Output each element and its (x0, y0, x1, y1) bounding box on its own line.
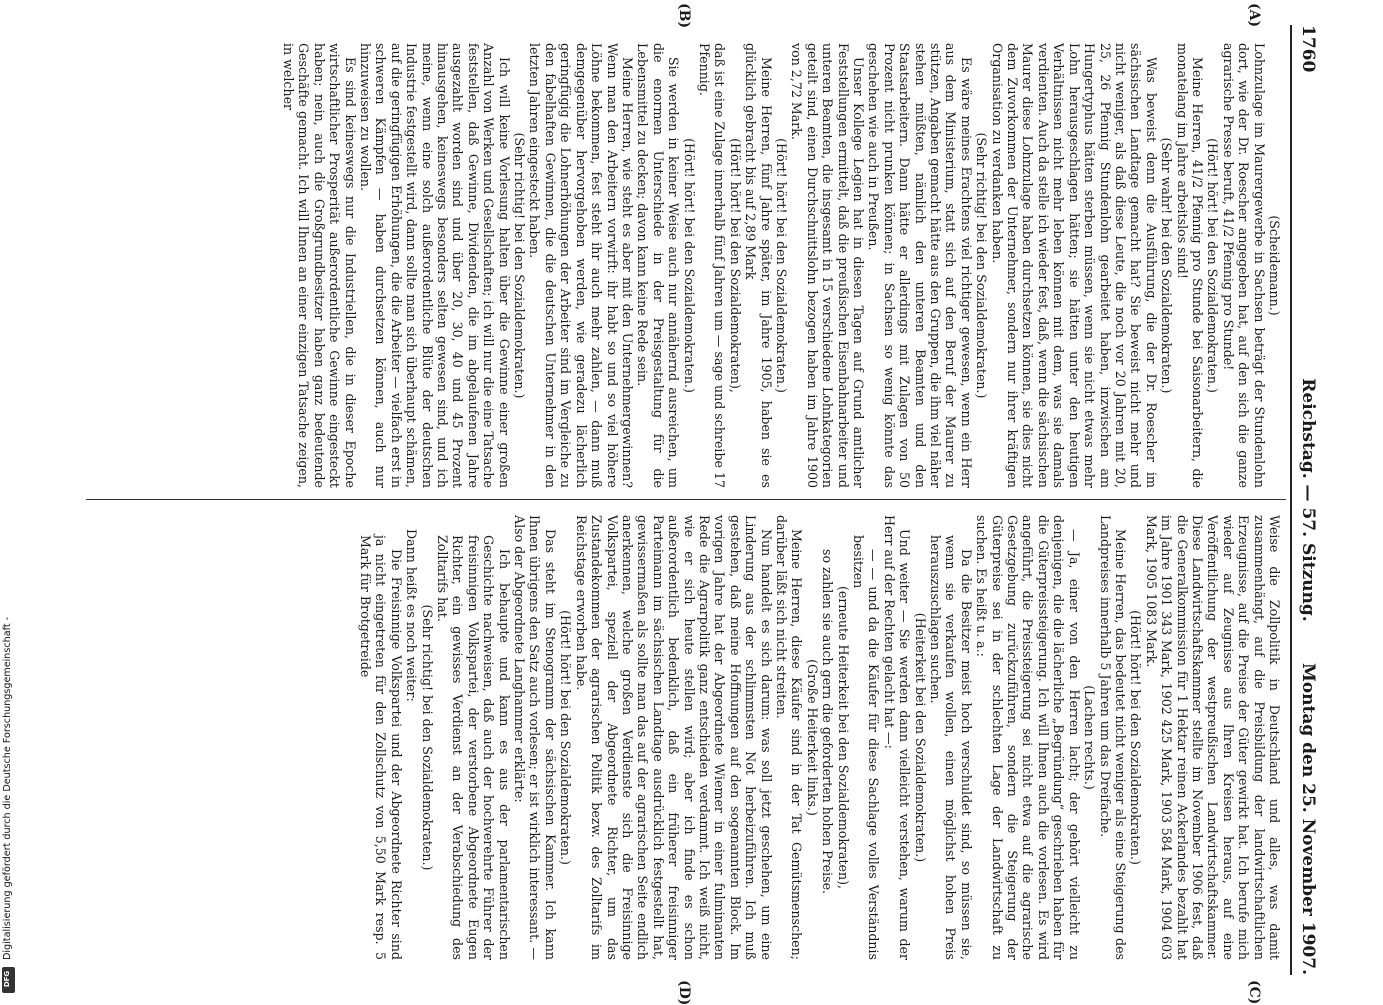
page-number: 1760 (1298, 25, 1318, 73)
paragraph: Was beweist denn die Ausführung, die der Dr. Roescher im sächsischen Landtage gemacht hat? Sie beweist nicht mehr und nicht weniger, als daß diese Leute, die noch vor 20 Jahren mit 20, 25, 26 Pfennig Stundenlohn gearbeitet haben, inzwischen am Hungertyphus hätten sterben müssen, wenn sie nicht etwas mehr Lohn herausgeschlagen hätten; sie hätten unter den heutigen Verhältnissen nicht mehr leben können mit dem, was sie damals verdienten. Auch da stelle ich wieder fest, daß, wenn die sächsischen Maurer diese Lohnzulage haben durchsetzen können, sie dies nicht dem Zuvorkommen der Unternehmer, sondern nur ihrer kräftigen Organisation zu verdanken haben. (989, 43, 1159, 488)
margin-marker-a: (A) (1246, 3, 1262, 28)
paragraph: Ich behaupte und kann es aus der parlamentarischen Geschichte nachweisen, daß auch der hochverehrte Führer der freisinnigen Volkspartei, der verstorbene Abgeordnete Eugen Richter, ein gewisses Verdienst an der Verabschiedung des Zolltarifs hat. (435, 535, 512, 960)
paragraph: Meine Herren, diese Käufer sind in der Tat Gemütsmenschen; darüber läßt sich nicht streiten. (774, 515, 805, 960)
paragraph: Das steht im Stenogramm der sächsischen Kammer. Ich kann Ihnen übrigens den Satz auch vorlesen; er ist wirklich interessant. — Also der Abgeordnete Langhammer erklärte: (512, 515, 558, 960)
paragraph: Nun handelt es sich darum: was soll jetzt geschehen, um eine Linderung aus der schlimmsten Not herbeizuführen. Ich muß gestehen, daß meine Hoffnungen auf den sogenannten Block. Im vorigen Jahre hat der Abgeordnete Wiemer in einer fulminanten Rede die Agrarpolitik ganz entschieden verdammt. Ich weiß nicht, wie er sich heute stellen wird; aber ich finde es schon außerordentlich bedenklich, daß ein früherer freisinniger Parteimann im sächsischen Landtage ausdrücklich festgestellt hat, gewissermaßen als sollte man das auf der agrarischen Seite endlich anerkennen, welche großen Verdienste sich die Freisinnige Volkspartei, speziell der Abgeordnete Richter, um das Zustandekommen der agrarischen Politik bezw. des Zolltarifs im Reichstage erworben habe. (573, 515, 774, 960)
credit-text: Digitalisierung gefördert durch die Deutsche Forschungsgemeinschaft - (2, 616, 13, 960)
paragraph: (Sehr richtig! bei den Sozialdemokraten.) (974, 132, 990, 399)
header-rule (1290, 25, 1292, 975)
paragraph: Sie werden in keiner Weise auch nur annähernd ausreichen, um die enormen Unterschiede in der Preisgestaltung für die Lebensmittel zu decken; davon kann keine Rede sein. (635, 43, 682, 488)
paragraph: Es wäre meines Erachtens viel richtiger gewesen, wenn ein Herr aus dem Ministerium, statt sich auf den Beruf der Maurer zu stützen, Angaben gemacht hätte aus den Gruppen, die ihm viel näher stehen müßten, nämlich den unteren Beamten und den Staatsarbeitern. Dann hätte er allerdings mit Zulagen von 50 Prozent nicht prunken können; in Sachsen so wenig könnte das geschehen wie auch in Preußen. (866, 43, 974, 488)
column-divider (86, 499, 1286, 500)
paragraph: so zahlen sie auch gern die geforderten hohen Preise. (820, 549, 836, 895)
paragraph: Meine Herren, wie steht es aber mit den Unternehmergewinnen? Wenn man den Arbeitern vorwirft: ihr habt so und so viel höhere Löhne bekommen, fest steht ihr auch mehr zahlen, — dann muß demgegenüber hervorgehoben werden, wie geradezu lächerlich geringfügig die Lohnerhöhungen der Arbeiter sind im Vergleiche zu den fabelhaften Gewinnen, die die deutschen Unternehmer in den letzten Jahren eingesteckt haben. (527, 43, 635, 488)
page-header (1292, 25, 1322, 975)
paragraph: Die Freisinnige Volkspartei und der Abgeordnete Richter sind ja nicht eingetreten für den Zollschutz von 5,50 Mark resp. 5 Mark für Brotgetreide (358, 535, 404, 960)
right-column (92, 515, 1282, 960)
paragraph: (Sehr wahr! bei den Sozialdemokraten.) (1159, 137, 1175, 394)
paragraph: Meine Herren, das bedeutet nicht weniger als eine Steigerung des Landpreises innerhalb 5 Jahren um das Dreifache. (1097, 515, 1128, 960)
paragraph: (Lachen rechts.) (1082, 685, 1098, 790)
paragraph: (Hört! hört! bei den Sozialdemokraten.) (1205, 138, 1221, 393)
dfg-logo (2, 967, 15, 993)
paragraph: (Hört! hört! bei den Sozialdemokraten.) (681, 138, 697, 393)
paragraph: (Große Heiterkeit links.) (804, 659, 820, 816)
paragraph: Weise die Zollpolitik in Deutschland und alles, was damit zusammenhängt, auf die Preisbildung der landwirtschaftlichen Erzeugnisse, auf die Preise der Güter gewirkt hat. Ich berufe mich wieder auf Zeugnisse aus Ihren Kreisen heraus, auf eine Veröffentlichung der westpreußischen Landwirtschaftskammer. Diese Landwirtschaftskammer stellte im November 1906 fest, daß die Generalkommission für 1 Hektar reinen Ackerlandes bezahlt hat im Jahre 1901 343 Mark, 1902 425 Mark, 1903 584 Mark, 1904 603 Mark, 1905 1083 Mark. (1143, 515, 1282, 960)
header-date: Montag den 25. November 1907. (1298, 662, 1318, 975)
paragraph: (Hört! hört! bei den Sozialdemokraten.) (1128, 610, 1144, 865)
paragraph: (erneute Heiterkeit bei den Sozialdemokraten), (835, 585, 851, 890)
paragraph: (Hört! hört! bei den Sozialdemokraten.) (558, 610, 574, 865)
paragraph: (Sehr richtig! bei den Sozialdemokraten.) (419, 604, 435, 871)
paragraph: daß ist eine Zulage innerhalb fünf Jahren um — sage und schreibe 17 Pfennig. (696, 43, 728, 488)
margin-marker-b: (B) (676, 3, 692, 29)
paragraph: (Hört! hört! bei den Sozialdemokraten), (727, 138, 743, 393)
newspaper-page (72, 3, 1322, 1005)
credit-strip (0, 0, 20, 1000)
paragraph: (Heiterkeit bei den Sozialdemokraten.) (912, 612, 928, 863)
paragraph: — Ja, einer von den Herren lacht; der gehört vielleicht zu denjenigen, die die lächerliche „Begründung“ geschrieben haben für die Güterpreissteigerung. Ich will Ihnen auch die vorlesen. Es wird angeführt, die Preissteigerung sei nicht etwa auf die agrarische Gesetzgebung zurückzuführen, sondern die Steigerung der Güterpreise sei in der schlechten Lage der Landwirtschaft zu suchen. Es heißt u. a.: (974, 515, 1082, 960)
paragraph: Dann heißt es noch weiter: (404, 529, 420, 702)
paragraph: — — und da die Käufer für diese Sachlage volles Verständnis besitzen (851, 535, 882, 960)
paragraph: Meine Herren, 41/2 Pfennig pro Stunde bei Saisonarbeitern, die monatelang im Jahre arbeitslos sind! (1174, 43, 1205, 488)
header-title: Reichstag. — 57. Sitzung. (1298, 378, 1318, 622)
margin-marker-d: (D) (676, 980, 692, 1005)
left-column (92, 43, 1282, 488)
paragraph: Unser Kollege Legien hat in diesen Tagen auf Grund amtlicher Feststellungen ermittelt, daß die preußischen Eisenbahnarbeiter und unteren Beamten, die insgesamt in 15 verschiedene Lohnkategorien geteilt sind, einen Durchschnittslohn bezogen haben im Jahre 1900 von 2,72 Mark. (789, 43, 867, 488)
paragraph: Es sind keineswegs nur die Industriellen, die in dieser Epoche wirtschaftlicher Prosperität außerordentliche Gewinne eingesteckt haben; nein, auch die Großgrundbesitzer haben ganz bedeutende Geschäfte gemacht. Ich will Ihnen an einer einzigen Tatsache zeigen, in welcher (281, 43, 358, 488)
paragraph: (Hört! hört! bei den Sozialdemokraten.) (774, 138, 789, 393)
paragraph: Und weiter — Sie werden dann vielleicht verstehen, warum der Herr auf der Rechten gelacht hat —: (881, 515, 913, 960)
paragraph: Ich will keine Vorlesung halten über die Gewinne einer großen Anzahl von Werken und Gesellschaften; ich will nur die eine Tatsache feststellen, daß Gewinne, Dividenden, die im abgelaufenen Jahre ausgezahlt worden sind und über 20, 30, 40 und 45 Prozent hinausgehen, keineswegs besonders selten gewesen sind, und ich meine, wenn eine solch außerordentliche Blüte der deutschen Industrie festgestellt wird, dann sollte man sich überhaupt schämen, auf die geringfügigen Erhöhungen, die die Arbeiter — vielfach erst in schweren Kämpfen — haben durchsetzen können, auch nur hinzuweisen zu wollen. (358, 43, 512, 488)
paragraph: Meine Herren, fünf Jahre später, im Jahre 1905, haben sie es glücklich gebracht bis auf 2,89 Mark (743, 43, 774, 488)
dfg-logo-text: DFG (3, 970, 12, 988)
paragraph: Da die Besitzer meist hoch verschuldet sind, so müssen sie, wenn sie verkaufen wollen, einen möglichst hohen Preis herauszuschlagen suchen. (928, 535, 974, 960)
paragraph: (Sehr richtig! bei den Sozialdemokraten.) (512, 132, 528, 399)
paragraph: (Scheidemann.) (1267, 215, 1282, 316)
paragraph: Lohnzulage im Maurergewerbe in Sachsen beträgt der Stundenlohn dort, wie der Dr. Roescher angegeben hat, auf den sich die ganze agrarische Presse beruft, 41/2 Pfennig pro Stunde! (1220, 43, 1267, 488)
margin-marker-c: (C) (1246, 980, 1262, 1005)
